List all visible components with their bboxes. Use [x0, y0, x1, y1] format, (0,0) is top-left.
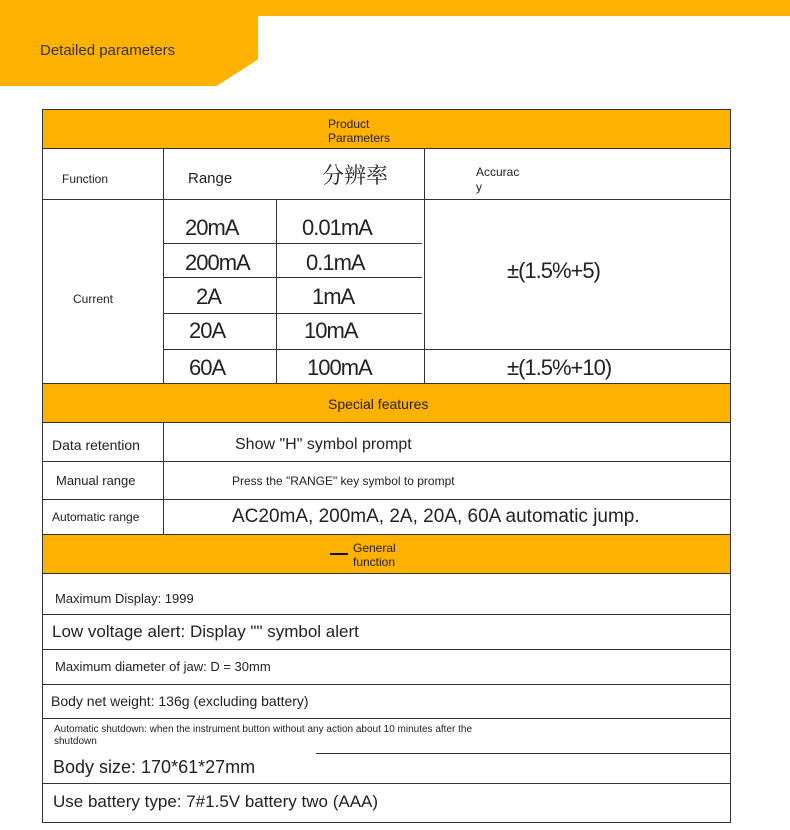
grid-line — [43, 461, 730, 462]
feature-label: Data retention — [52, 437, 140, 453]
grid-line — [163, 149, 164, 383]
dash-mark — [330, 553, 348, 555]
grid-line — [164, 313, 422, 314]
range-cell: 60A — [189, 355, 226, 380]
accuracy-group-2: ±(1.5%+10) — [507, 355, 612, 380]
feature-label: Manual range — [56, 473, 136, 488]
grid-line — [43, 199, 730, 200]
grid-line — [163, 423, 164, 534]
grid-line — [43, 422, 730, 423]
resolution-cell: 10mA — [304, 318, 358, 343]
column-resolution: 分辨率 — [322, 164, 389, 189]
product-parameters-title-1: Product — [328, 117, 370, 131]
feature-value: Show "H" symbol prompt — [235, 436, 412, 453]
feature-value: AC20mA, 200mA, 2A, 20A, 60A automatic jump. — [232, 506, 640, 527]
grid-line — [164, 349, 730, 350]
grid-line — [164, 243, 422, 244]
range-cell: 2A — [196, 284, 221, 309]
grid-line — [43, 649, 730, 650]
resolution-cell: 0.01mA — [302, 215, 372, 240]
grid-line — [43, 148, 730, 149]
grid-line — [316, 753, 730, 754]
function-current: Current — [73, 292, 114, 306]
column-accuracy-1: Accurac — [476, 165, 520, 179]
grid-line — [43, 499, 730, 500]
column-range: Range — [188, 170, 233, 187]
range-cell: 200mA — [185, 250, 250, 275]
resolution-cell: 0.1mA — [306, 250, 365, 275]
grid-line — [164, 277, 422, 278]
general-item: Low voltage alert: Display "" symbol alert — [52, 622, 359, 641]
grid-line — [43, 783, 730, 784]
resolution-cell: 100mA — [307, 355, 372, 380]
special-features-title: Special features — [328, 396, 429, 412]
general-item: Body size: 170*61*27mm — [53, 757, 256, 777]
general-function-title-2: function — [353, 555, 396, 569]
feature-label: Automatic range — [52, 510, 140, 524]
general-item: Body net weight: 136g (excluding battery) — [51, 693, 309, 709]
general-item: Automatic shutdown: when the instrument button without any action about 10 minutes after the — [54, 724, 473, 735]
grid-line — [43, 684, 730, 685]
grid-line — [276, 200, 277, 383]
feature-value: Press the "RANGE" key symbol to prompt — [232, 474, 455, 488]
top-accent-bar — [0, 0, 790, 16]
grid-line — [43, 614, 730, 615]
grid-line — [43, 718, 730, 719]
section-tab-label: Detailed parameters — [40, 42, 176, 59]
general-item-continued: shutdown — [54, 736, 97, 747]
general-item: Maximum Display: 1999 — [55, 591, 194, 606]
column-function: Function — [62, 172, 109, 186]
table-frame — [42, 109, 731, 823]
product-parameters-title-2: Parameters — [328, 131, 391, 145]
general-item: Use battery type: 7#1.5V battery two (AAA) — [53, 792, 379, 811]
range-cell: 20mA — [185, 215, 239, 240]
accuracy-group-1: ±(1.5%+5) — [507, 258, 600, 283]
grid-line — [43, 573, 730, 574]
general-item: Maximum diameter of jaw: D = 30mm — [55, 659, 271, 674]
general-function-title-1: General — [353, 541, 396, 555]
range-cell: 20A — [189, 318, 226, 343]
grid-line — [424, 149, 425, 383]
resolution-cell: 1mA — [312, 284, 355, 309]
column-accuracy-2: y — [476, 180, 482, 194]
